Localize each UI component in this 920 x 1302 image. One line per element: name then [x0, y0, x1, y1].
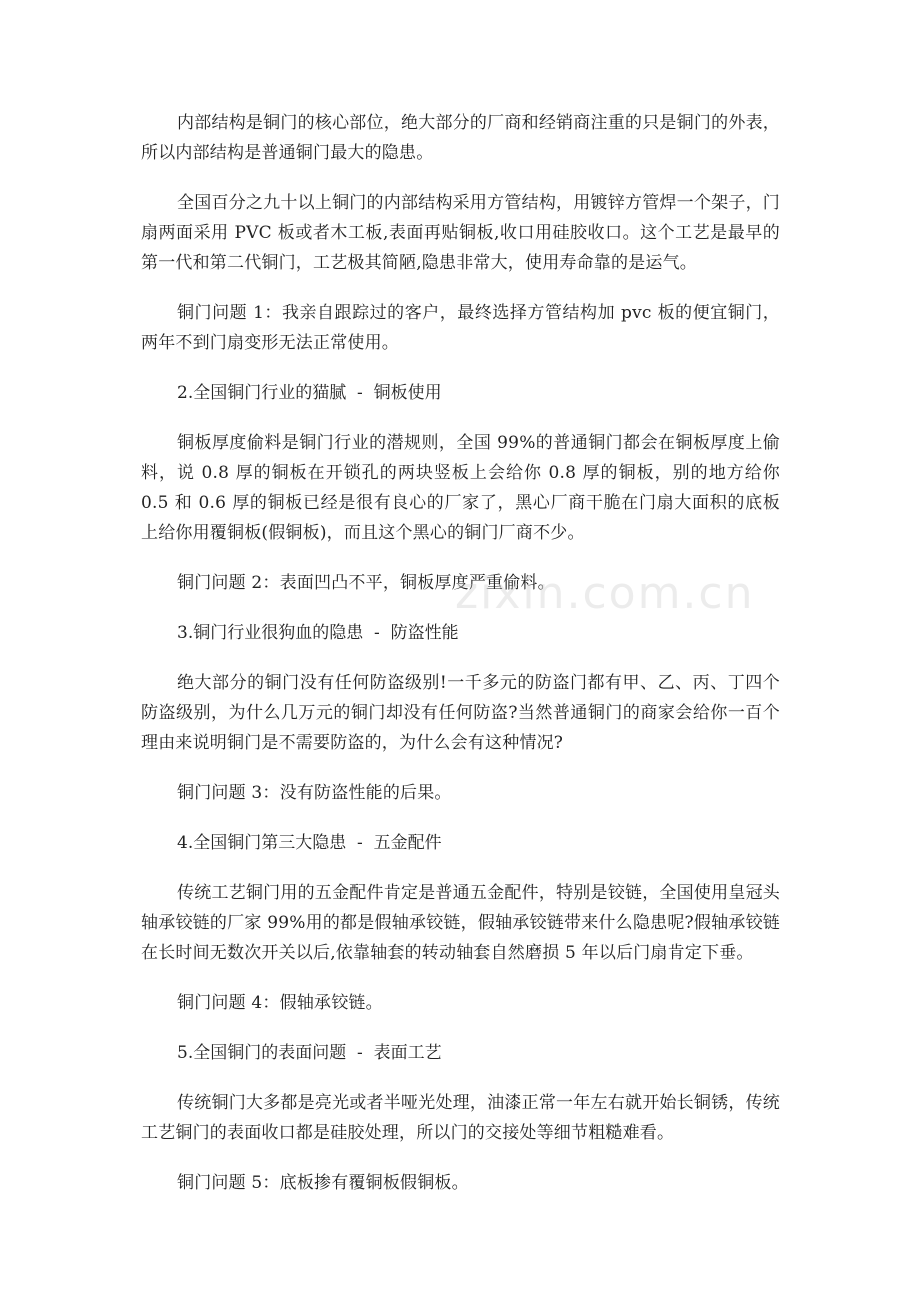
- section-heading-hardware: 4.全国铜门第三大隐患 - 五金配件: [177, 833, 442, 853]
- paragraph-issue-2: 铜门问题 2：表面凹凸不平，铜板厚度严重偷料。: [177, 573, 555, 593]
- section-heading-surface: 5.全国铜门的表面问题 - 表面工艺: [177, 1043, 442, 1063]
- section-heading-copper-plate: 2.全国铜门行业的猫腻 - 铜板使用: [177, 383, 442, 403]
- paragraph-issue-5: 铜门问题 5：底板掺有覆铜板假铜板。: [177, 1173, 469, 1193]
- paragraph-anti-theft-level: 绝大部分的铜门没有任何防盗级别!一千多元的防盗门都有甲、乙、丙、丁四个防盗级别，为什么几万元的铜门却没有任何防盗?当然普通铜门的商家会给你一百个理由来说明铜门是不需要防盗的，为什么会有这种情况?: [141, 673, 780, 753]
- paragraph-issue-4: 铜门问题 4：假轴承铰链。: [177, 993, 383, 1013]
- paragraph-copper-thickness: 铜板厚度偷料是铜门行业的潜规则，全国 99%的普通铜门都会在铜板厚度上偷料，说 0.8 厚的铜板在开锁孔的两块竖板上会给你 0.8 厚的铜板，别的地方给你 0.5 和 0.6 厚的铜板已经是很有良心的厂家了，黑心厂商干脆在门扇大面积的底板上给你用覆铜板(假铜板)，而且这个黑心的铜门厂商不少。: [141, 433, 780, 543]
- section-heading-anti-theft: 3.铜门行业很狗血的隐患 - 防盗性能: [177, 623, 459, 643]
- paragraph-square-tube-structure: 全国百分之九十以上铜门的内部结构采用方管结构，用镀锌方管焊一个架子，门扇两面采用 PVC 板或者木工板,表面再贴铜板,收口用硅胶收口。这个工艺是最早的第一代和第二代铜门，工艺极其简陋,隐患非常大，使用寿命靠的是运气。: [141, 193, 780, 273]
- watermark-text: zixin.com.cn: [455, 568, 755, 619]
- paragraph-surface-finish: 传统铜门大多都是亮光或者半哑光处理，油漆正常一年左右就开始长铜锈，传统工艺铜门的表面收口都是硅胶处理，所以门的交接处等细节粗糙难看。: [141, 1093, 780, 1143]
- paragraph-internal-structure: 内部结构是铜门的核心部位，绝大部分的厂商和经销商注重的只是铜门的外表，所以内部结构是普通铜门最大的隐患。: [141, 113, 780, 163]
- paragraph-issue-1: 铜门问题 1：我亲自跟踪过的客户，最终选择方管结构加 pvc 板的便宜铜门，两年不到门扇变形无法正常使用。: [141, 303, 780, 353]
- paragraph-issue-3: 铜门问题 3：没有防盗性能的后果。: [177, 783, 452, 803]
- paragraph-hinge: 传统工艺铜门用的五金配件肯定是普通五金配件，特别是铰链，全国使用皇冠头轴承铰链的厂家 99%用的都是假轴承铰链，假轴承铰链带来什么隐患呢?假轴承铰链在长时间无数次开关以后,依靠轴套的转动轴套自然磨损 5 年以后门扇肯定下垂。: [141, 883, 780, 963]
